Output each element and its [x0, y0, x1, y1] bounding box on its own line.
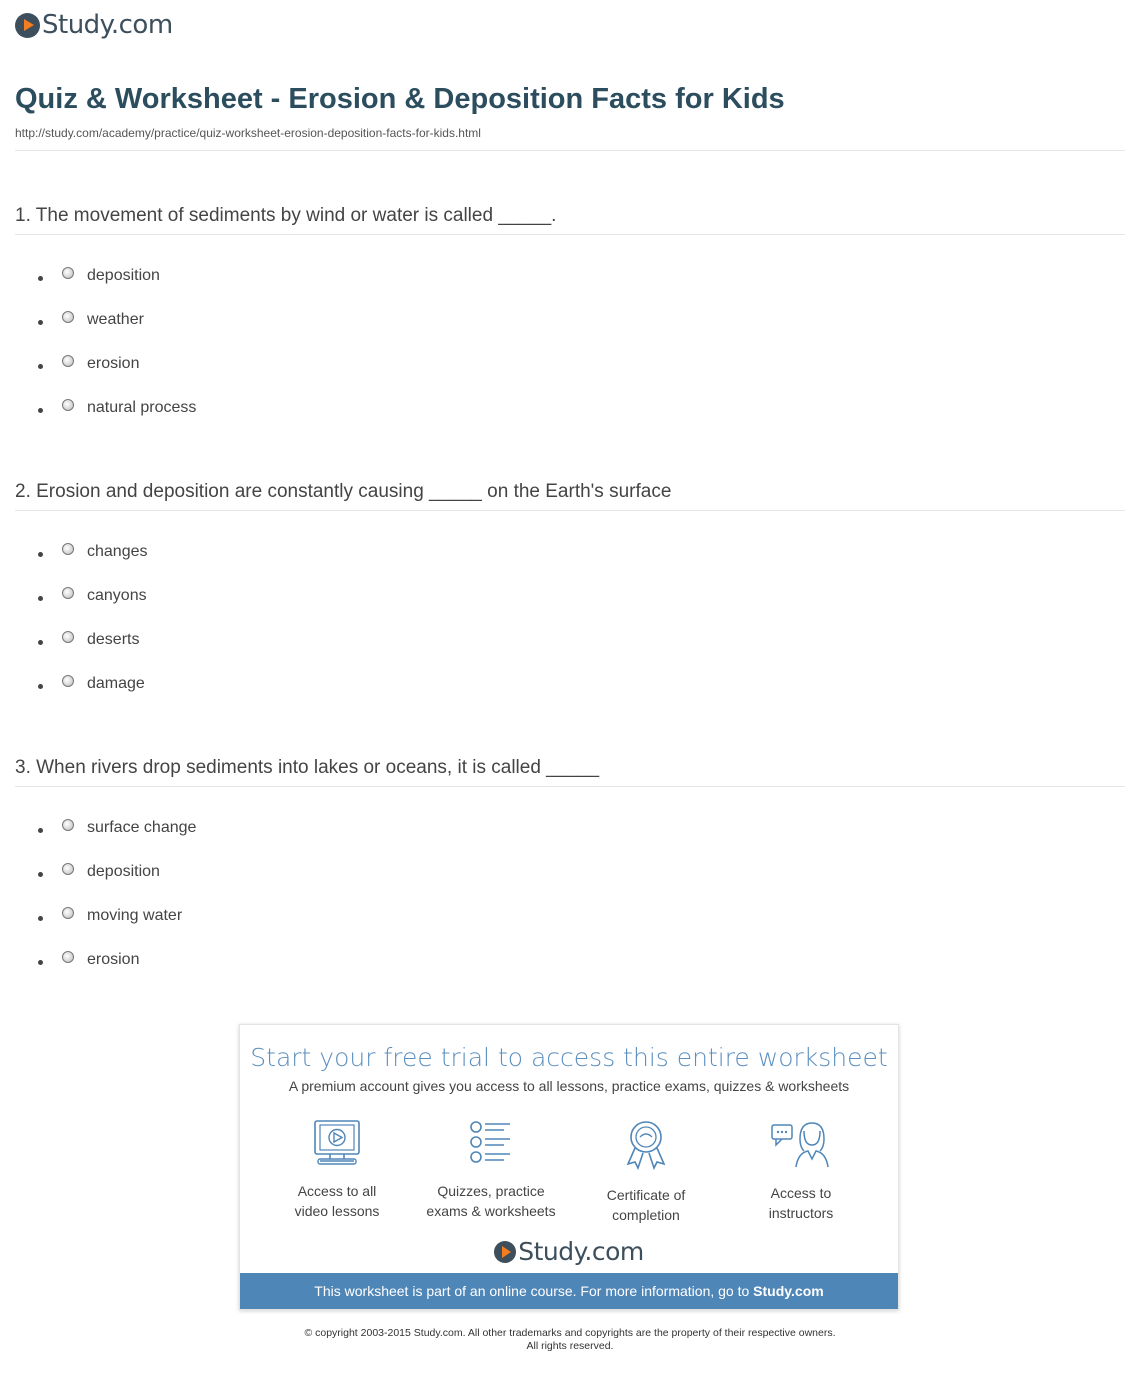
answer-label: erosion	[87, 355, 140, 372]
video-lesson-icon	[312, 1119, 362, 1167]
bullet-icon	[38, 408, 43, 413]
copyright-line: © copyright 2003-2015 Study.com. All other trademarks and copyrights are the property of their respective owners.	[304, 1327, 836, 1339]
bullet-icon	[38, 640, 43, 645]
answer-label: deposition	[87, 267, 160, 284]
feature-instructors	[726, 1119, 876, 1223]
answer-option[interactable]	[38, 542, 148, 586]
radio-button-icon[interactable]	[62, 863, 74, 875]
question-1: 1. The movement of sediments by wind or water is called _____.	[15, 205, 557, 226]
answer-option[interactable]	[38, 950, 196, 994]
bullet-icon	[38, 828, 43, 833]
divider	[15, 234, 1125, 235]
answer-label: natural process	[87, 399, 197, 416]
radio-button-icon[interactable]	[62, 543, 74, 555]
feature-label: Access to all video lessons	[294, 1183, 380, 1219]
answer-option[interactable]	[38, 862, 196, 906]
radio-button-icon[interactable]	[62, 355, 74, 367]
bullet-icon	[38, 364, 43, 369]
bullet-icon	[38, 276, 43, 281]
divider	[15, 786, 1125, 787]
answer-option[interactable]	[38, 354, 196, 398]
bullet-icon	[38, 872, 43, 877]
answer-label: damage	[87, 675, 145, 692]
radio-button-icon[interactable]	[62, 951, 74, 963]
promo-bar-text: This worksheet is part of an online course. For more information, go to	[314, 1283, 754, 1299]
question-2: 2. Erosion and deposition are constantly causing _____ on the Earth's surface	[15, 481, 672, 502]
answer-label: moving water	[87, 907, 183, 924]
feature-certificate	[571, 1119, 721, 1225]
study-link[interactable]: Study.com	[753, 1283, 824, 1299]
bullet-icon	[38, 916, 43, 921]
answer-option[interactable]	[38, 818, 196, 862]
promo-title[interactable]: Start your free trial to access this entire worksheet	[250, 1043, 888, 1072]
free-trial-promo	[239, 1024, 899, 1310]
question-3: 3. When rivers drop sediments into lakes or oceans, it is called _____	[15, 757, 600, 778]
play-logo-icon	[494, 1241, 516, 1263]
answer-label: deserts	[87, 631, 140, 648]
answer-option[interactable]	[38, 674, 148, 718]
answer-label: changes	[87, 543, 148, 560]
feature-video-lessons	[262, 1119, 412, 1221]
answer-list-1	[38, 266, 196, 442]
promo-logo-text: Study.com	[518, 1237, 644, 1266]
answer-option[interactable]	[38, 630, 148, 674]
instructor-icon	[770, 1119, 832, 1169]
answer-label: weather	[87, 311, 144, 328]
radio-button-icon[interactable]	[62, 267, 74, 279]
play-logo-icon	[15, 13, 40, 38]
answer-label: surface change	[87, 819, 197, 836]
radio-button-icon[interactable]	[62, 907, 74, 919]
radio-button-icon[interactable]	[62, 675, 74, 687]
radio-button-icon[interactable]	[62, 819, 74, 831]
divider	[15, 510, 1125, 511]
answer-list-3	[38, 818, 196, 994]
promo-info-bar	[240, 1273, 898, 1309]
quiz-list-icon	[466, 1119, 516, 1167]
promo-study-logo[interactable]	[240, 1237, 898, 1266]
radio-button-icon[interactable]	[62, 631, 74, 643]
radio-button-icon[interactable]	[62, 399, 74, 411]
copyright-footer	[0, 1327, 1140, 1353]
bullet-icon	[38, 552, 43, 557]
answer-option[interactable]	[38, 398, 196, 442]
feature-quizzes	[416, 1119, 566, 1221]
page-title: Quiz & Worksheet - Erosion & Deposition Facts for Kids	[15, 83, 785, 115]
divider	[15, 150, 1125, 151]
answer-option[interactable]	[38, 586, 148, 630]
answer-label: erosion	[87, 951, 140, 968]
page-url: http://study.com/academy/practice/quiz-worksheet-erosion-deposition-facts-for-kids.html	[15, 126, 481, 140]
certificate-icon	[621, 1119, 671, 1171]
bullet-icon	[38, 320, 43, 325]
answer-option[interactable]	[38, 266, 196, 310]
feature-label: Certificate of completion	[606, 1187, 686, 1223]
logo-text: Study.com	[42, 10, 173, 40]
rights-line: All rights reserved.	[526, 1340, 614, 1352]
feature-label: Access to instructors	[768, 1185, 834, 1221]
answer-option[interactable]	[38, 906, 196, 950]
radio-button-icon[interactable]	[62, 587, 74, 599]
feature-label: Quizzes, practice exams & worksheets	[426, 1183, 556, 1219]
promo-subtitle: A premium account gives you access to all lessons, practice exams, quizzes & worksheets	[288, 1078, 850, 1094]
bullet-icon	[38, 596, 43, 601]
bullet-icon	[38, 684, 43, 689]
answer-option[interactable]	[38, 310, 196, 354]
answer-label: deposition	[87, 863, 160, 880]
answer-list-2	[38, 542, 148, 718]
study-logo[interactable]	[15, 8, 173, 42]
bullet-icon	[38, 960, 43, 965]
answer-label: canyons	[87, 587, 147, 604]
radio-button-icon[interactable]	[62, 311, 74, 323]
